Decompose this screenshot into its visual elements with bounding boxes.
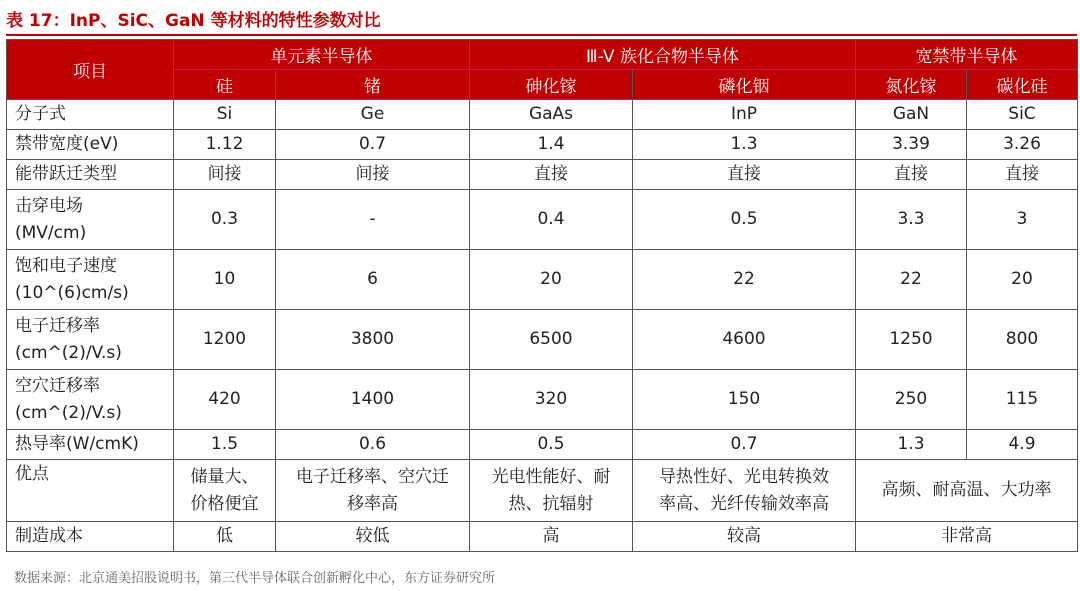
table-row-cost [7,522,1078,552]
row-label: 分子式 [7,100,174,130]
table-cell [276,460,470,522]
table-cell: 直接 [470,160,633,190]
row-label-line: 空穴迁移率 [15,375,100,396]
table-cell: Ge [276,100,470,130]
table-cell: 0.6 [276,430,470,460]
table-cell: InP [633,100,856,130]
table-cell: 高频、耐高温、大功率 [856,460,1078,522]
advantage-line: 价格便宜 [190,493,259,514]
table-cell: Si [174,100,276,130]
row-label [7,310,174,370]
table-cell: 3800 [276,310,470,370]
table-cell: 1.12 [174,130,276,160]
row-label: 热导率(W/cmK) [7,430,174,460]
table-cell: 1200 [174,310,276,370]
table-row [7,130,1078,160]
table-cell: 高 [470,522,633,552]
row-label-unit: (10^(6)cm/s) [15,282,129,303]
advantage-line: 移率高 [347,493,398,514]
table-cell: 250 [856,370,967,430]
advantage-line: 光电性能好、耐 [491,466,611,487]
table-cell: GaAs [470,100,633,130]
table-cell: 4.9 [967,430,1078,460]
table-cell: 20 [967,250,1078,310]
table-cell: 3.39 [856,130,967,160]
advantage-line: 率高、光纤传输效率高 [659,493,829,514]
row-label-line: 饱和电子速度 [15,255,117,276]
row-label: 禁带宽度(eV) [7,130,174,160]
header-material: 砷化镓 [470,70,633,100]
table-cell: GaN [856,100,967,130]
advantage-line: 储量大、 [190,466,259,487]
header-group-elemental: 单元素半导体 [174,40,470,70]
table-cell: 420 [174,370,276,430]
row-label: 优点 [7,460,174,522]
row-label-unit: (MV/cm) [15,222,87,243]
table-cell: 1250 [856,310,967,370]
header-group-wide-bandgap: 宽禁带半导体 [856,40,1078,70]
header-material: 氮化镓 [856,70,967,100]
table-cell: 0.7 [633,430,856,460]
table-cell: SiC [967,100,1078,130]
table-cell: 4600 [633,310,856,370]
table-cell: 3.26 [967,130,1078,160]
table-cell: 间接 [174,160,276,190]
header-material: 磷化铟 [633,70,856,100]
table-cell: 320 [470,370,633,430]
table-cell: 800 [967,310,1078,370]
table-row [7,100,1078,130]
table-cell: 1.3 [633,130,856,160]
table-cell: 3.3 [856,190,967,250]
row-label-unit: (cm^(2)/V.s) [15,402,122,423]
table-row-advantages [7,460,1078,522]
row-label [7,190,174,250]
table-cell: 0.3 [174,190,276,250]
table-cell: 1.4 [470,130,633,160]
table-cell: 3 [967,190,1078,250]
header-material: 碳化硅 [967,70,1078,100]
table-cell: 10 [174,250,276,310]
table-cell: 直接 [633,160,856,190]
table-cell: 直接 [967,160,1078,190]
table-row [7,310,1078,370]
advantage-line: 热、抗辐射 [508,493,594,514]
table-cell: 0.5 [633,190,856,250]
advantage-line: 导热性好、光电转换效 [659,466,829,487]
table-cell [174,460,276,522]
row-label: 能带跃迁类型 [7,160,174,190]
comparison-table [6,39,1078,552]
table-cell [470,460,633,522]
table-cell: 22 [633,250,856,310]
header-material: 硅 [174,70,276,100]
row-label [7,250,174,310]
table-cell: 1.3 [856,430,967,460]
table-title: 表 17：InP、SiC、GaN 等材料的特性参数对比 [6,11,381,31]
advantage-line: 电子迁移率、空穴迁 [296,466,449,487]
row-label-line: 击穿电场 [15,195,83,216]
table-cell: 150 [633,370,856,430]
row-label [7,370,174,430]
table-cell: 间接 [276,160,470,190]
table-cell: 0.4 [470,190,633,250]
table-cell: 低 [174,522,276,552]
table-row [7,250,1078,310]
table-cell: - [276,190,470,250]
row-label: 制造成本 [7,522,174,552]
header-material: 锗 [276,70,470,100]
table-cell: 非常高 [856,522,1078,552]
table-cell: 1400 [276,370,470,430]
source-note: 数据来源：北京通美招股说明书，第三代半导体联合创新孵化中心，东方证券研究所 [14,571,496,586]
table-cell: 较低 [276,522,470,552]
table-cell: 0.7 [276,130,470,160]
table-cell: 20 [470,250,633,310]
table-cell: 0.5 [470,430,633,460]
table-cell: 6500 [470,310,633,370]
table-cell: 1.5 [174,430,276,460]
row-label-line: 电子迁移率 [15,315,100,336]
title-rule [6,34,1077,36]
header-group-iii-v: Ⅲ-V 族化合物半导体 [470,40,856,70]
table-cell [633,460,856,522]
table-row [7,370,1078,430]
table-row [7,190,1078,250]
table-cell: 直接 [856,160,967,190]
table-row [7,430,1078,460]
table-cell: 22 [856,250,967,310]
table-cell: 较高 [633,522,856,552]
header-item: 项目 [7,40,174,100]
row-label-unit: (cm^(2)/V.s) [15,342,122,363]
table-cell: 6 [276,250,470,310]
table-row [7,160,1078,190]
table-cell: 115 [967,370,1078,430]
